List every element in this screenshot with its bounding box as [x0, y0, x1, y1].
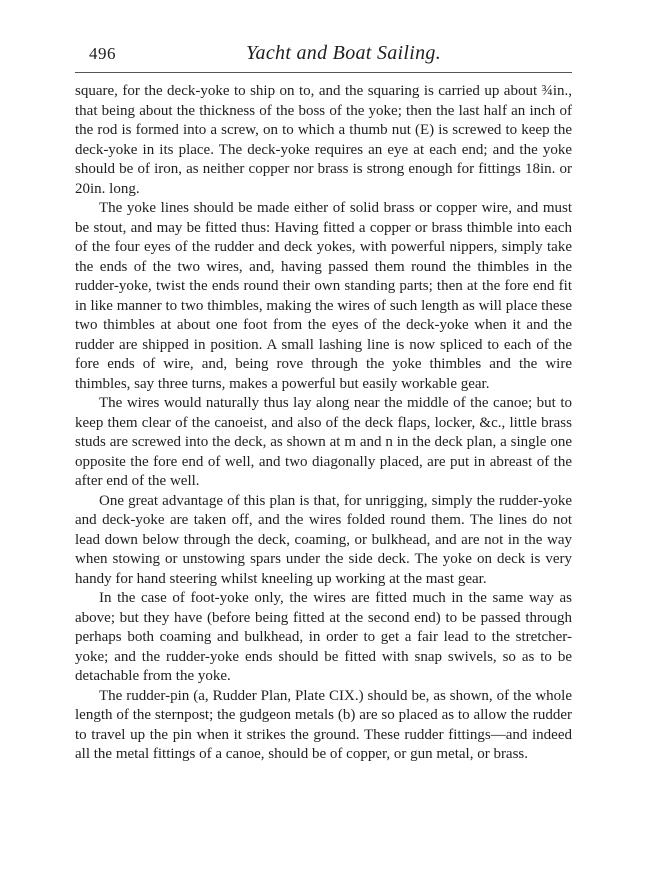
- paragraph-6: The rudder-pin (a, Rudder Plan, Plate CIX.) should be, as shown, of the whole length of the sternpost; the gudgeon metals (b) are so placed as to allow the rudder to travel up the pin when it strikes the ground. These rudder fittings—and indeed all the metal fittings of a canoe, should be of copper, or gun metal, or brass.: [75, 687, 572, 762]
- paragraph-2: The yoke lines should be made either of solid brass or copper wire, and must be stout, and may be fitted thus: Having fitted a copper or brass thimble into each of the four eyes of the rudder and deck yokes, with powerful nippers, simply take the ends of the two wires, and, having passed them round the thimbles in the rudder-yoke, twist the ends round their own standing parts; then at the fore end fit in like manner to two thimbles, making the wires of such length as will place these two thimbles at about one foot from the eyes of the deck-yoke when it and the rudder are shipped in position. A small lashing line is now spliced to each of the fore ends of wire, and, being rove through the yoke thimbles and the wire thimbles, say three turns, makes a powerful but easily workable gear.: [75, 200, 572, 392]
- paragraph-3: The wires would naturally thus lay along near the middle of the canoe; but to keep them clear of the canoeist, and also of the deck flaps, locker, &c., little brass studs are screwed into the deck, as shown at m and n in the deck plan, a single one opposite the fore end of well, and two diagonally placed, are put in abreast of the after end of the well.: [75, 395, 572, 489]
- paragraph-5: In the case of foot-yoke only, the wires are fitted much in the same way as above; but they have (before being fitted at the second end) to be passed through perhaps both coaming and bulkhead, in order to get a fair lead to the stretcher-yoke; and the rudder-yoke ends should be fitted with snap swivels, so as to be detachable from the yoke.: [75, 590, 572, 684]
- paragraph-1: square, for the deck-yoke to ship on to, and the squaring is carried up about ¾in., that being about the thickness of the boss of the yoke; then the last half an inch of the rod is formed into a screw, on to which a thumb nut (E) is screwed to keep the deck-yoke in its place. The deck-yoke requires an eye at each end; and the yoke should be of iron, as neither copper nor brass is strong enough for fittings 18in. or 20in. long.: [75, 83, 572, 197]
- paragraph-4: One great advantage of this plan is that, for unrigging, simply the rudder-yoke and deck-yoke are taken off, and the wires folded round them. The lines do not lead down below through the deck, coaming, or bulkhead, and are not in the way when stowing or unstowing spars under the side deck. The yoke on deck is very handy for hand steering whilst kneeling up working at the mast gear.: [75, 492, 572, 587]
- page-number: 496: [89, 44, 116, 63]
- page-header: [75, 42, 572, 68]
- header-rule: [75, 72, 572, 73]
- running-title: Yacht and Boat Sailing.: [245, 42, 442, 64]
- body-text: [75, 82, 572, 765]
